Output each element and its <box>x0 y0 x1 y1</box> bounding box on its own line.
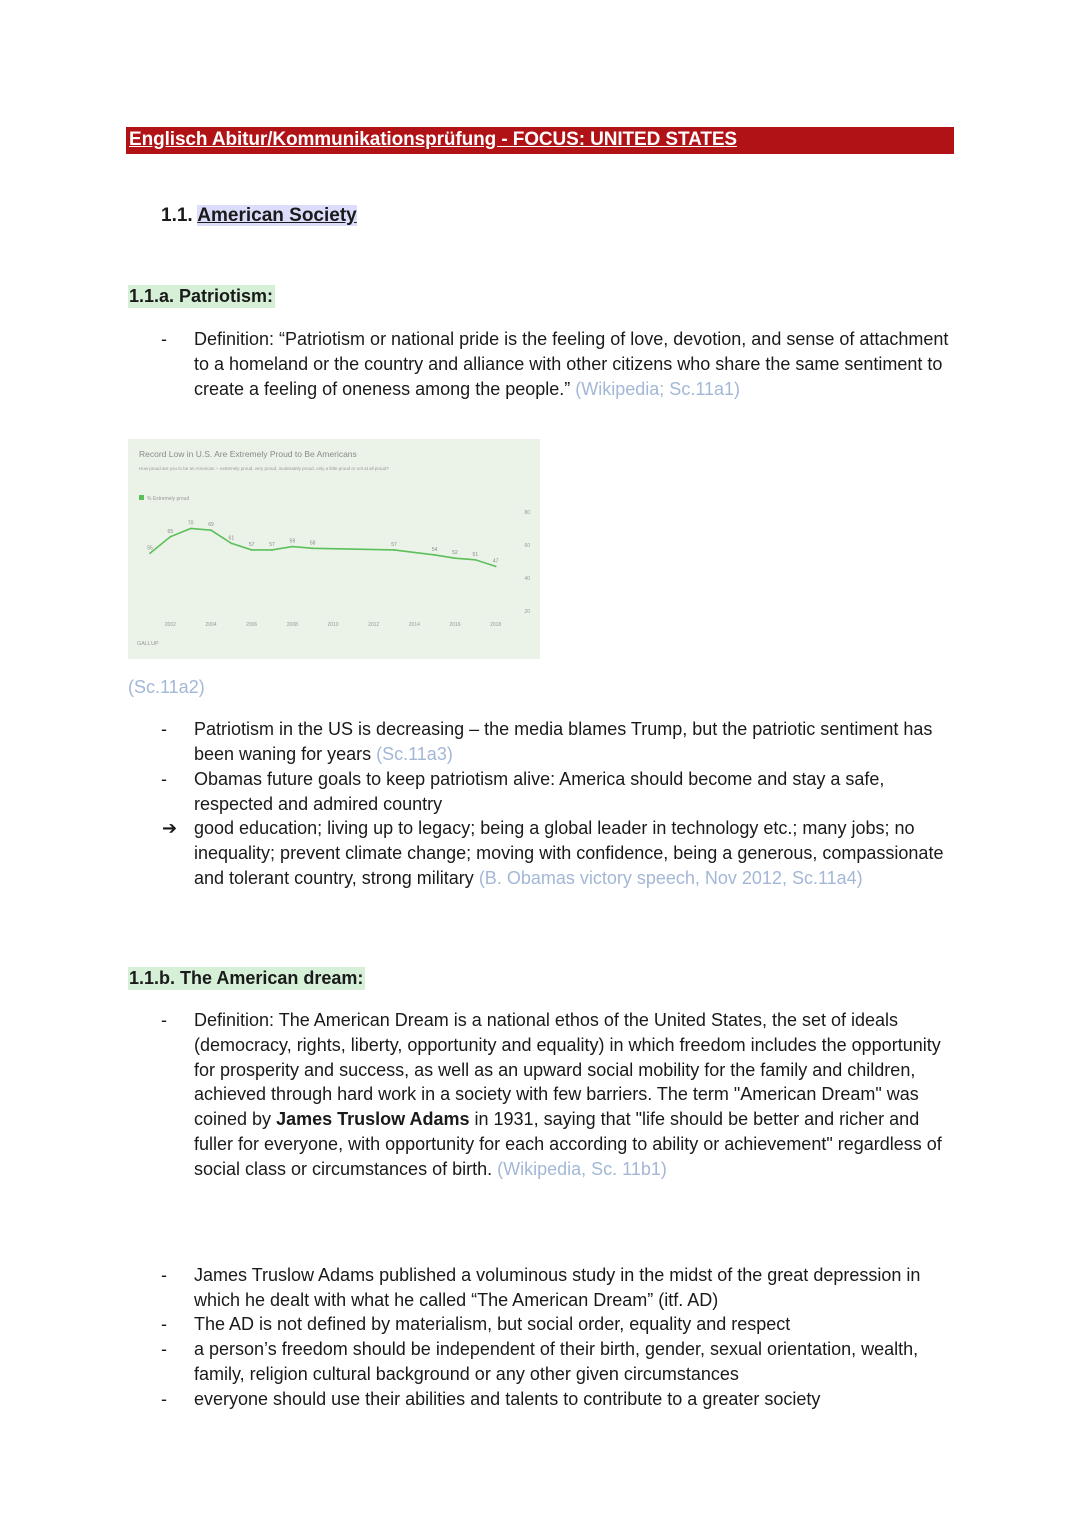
data-point <box>210 529 212 531</box>
chart-subtitle: How proud are you to be an American -- extremely proud, very proud, moderately proud, only a little proud or not at all proud? <box>139 466 389 471</box>
point-text: Patriotism in the US is decreasing – the media blames Trump, but the patriotic sentiment has been waning for years <box>194 719 933 764</box>
point-source: (Sc.11a3) <box>376 743 453 764</box>
chart-source: GALLUP <box>137 641 159 647</box>
data-point <box>454 557 456 559</box>
x-tick-label: 2014 <box>408 622 420 628</box>
x-tick-label: 2002 <box>164 622 176 628</box>
dream-point-4: everyone should use their abilities and talents to contribute to a greater society <box>194 1389 821 1409</box>
bullet-dash: - <box>161 719 167 739</box>
data-label: 59 <box>289 538 296 545</box>
data-point <box>169 536 171 538</box>
x-tick-label: 2006 <box>246 622 258 628</box>
data-label: 55 <box>147 545 153 552</box>
bullet-dash: - <box>161 1389 167 1409</box>
x-tick-label: 2008 <box>286 622 298 628</box>
data-label: 61 <box>228 535 235 542</box>
data-point <box>312 547 314 549</box>
y-tick-label: 40 <box>524 576 530 582</box>
patriotism-heading: 1.1.a. Patriotism: <box>129 286 274 306</box>
chart-title: Record Low in U.S. Are Extremely Proud to Be Americans <box>139 449 357 459</box>
section-number: 1.1. <box>161 205 193 226</box>
data-label: 65 <box>167 528 174 535</box>
definition-name: James Truslow Adams <box>276 1109 470 1130</box>
legend-swatch <box>139 495 144 500</box>
x-tick-label: 2016 <box>449 622 461 628</box>
section-heading <box>161 205 357 227</box>
dream-point-3: a person’s freedom should be independent of their birth, gender, sexual orientation, wealth, family, religion cultural background or any other given circumstances <box>194 1339 919 1384</box>
definition-text: Definition: “Patriotism or national pride is the feeling of love, devotion, and sense of attachment to a homeland or the country and alliance with other citizens who share the same sentiment to create a feeling of oneness among the people.” <box>194 329 949 399</box>
data-label: 52 <box>452 550 458 557</box>
data-label: 57 <box>391 541 397 548</box>
definition-text: Definition: The American Dream is a national ethos of the United States, the set of ideals (democracy, rights, liberty, opportunity and equality) in which freedom includes the opportunity for prosperity and success, as well as an upward social mobility for the family and children, achieved through hard work in a society with few barriers. The term "American Dream" was coined by <box>194 1010 941 1130</box>
goals-source: (B. Obamas victory speech, Nov 2012, Sc.11a4) <box>478 867 863 888</box>
dream-point-2: The AD is not defined by materialism, but social order, equality and respect <box>194 1314 791 1334</box>
data-label: 47 <box>492 558 499 565</box>
chart-caption: (Sc.11a2) <box>128 677 205 697</box>
x-tick-label: 2004 <box>205 622 217 628</box>
patriotism-goals <box>194 816 949 890</box>
y-tick-label: 60 <box>524 543 530 549</box>
bullet-dash: - <box>161 1010 167 1030</box>
data-point <box>251 549 253 551</box>
goals-text: good education; living up to legacy; being a global leader in technology etc.; many jobs; no inequality; prevent climate change; moving with confidence, being a generous, compassionate and tolerant country, strong military <box>194 818 944 888</box>
bullet-dash: - <box>161 769 167 789</box>
data-point <box>149 552 151 554</box>
data-point <box>230 542 232 544</box>
data-label: 70 <box>187 520 194 527</box>
arrow-icon: ➔ <box>162 818 178 838</box>
data-point <box>495 566 497 568</box>
data-point <box>393 549 395 551</box>
data-label: 57 <box>269 541 275 548</box>
bullet-dash: - <box>161 1265 167 1285</box>
dream-point-1: James Truslow Adams published a voluminous study in the midst of the great depression in which he dealt with what he called “The American Dream” (itf. AD) <box>194 1265 921 1310</box>
document-title: Englisch Abitur/Kommunikationsprüfung - FOCUS: UNITED STATES <box>129 129 737 150</box>
data-label: 51 <box>472 551 479 558</box>
definition-source: (Wikipedia, Sc. 11b1) <box>497 1158 667 1179</box>
series-line-extremely-proud <box>150 529 496 567</box>
data-label: 58 <box>309 540 316 547</box>
chart-svg <box>128 439 540 659</box>
data-point <box>190 528 192 530</box>
bullet-dash: - <box>161 1339 167 1359</box>
definition-text-continued: in 1931, saying that "life should be better and richer and fuller for everyone, with opportunity for each according to ability or achievement" regardless of social class or circumstances of birth. <box>194 1109 942 1179</box>
patriotism-point-1 <box>194 717 949 767</box>
american-dream-heading: 1.1.b. The American dream: <box>129 968 364 988</box>
data-point <box>434 554 436 556</box>
definition-source: (Wikipedia; Sc.11a1) <box>575 378 741 399</box>
x-tick-label: 2018 <box>490 622 502 628</box>
data-label: 57 <box>248 541 255 548</box>
bullet-dash: - <box>161 1314 167 1334</box>
x-tick-label: 2010 <box>327 622 339 628</box>
document-header-banner <box>126 127 954 154</box>
data-label: 54 <box>431 546 438 553</box>
point-text: Obamas future goals to keep patriotism alive: America should become and stay a safe, respected and admired country <box>194 769 885 814</box>
y-tick-label: 20 <box>524 609 530 615</box>
legend-label: % Extremely proud <box>147 496 190 502</box>
data-point <box>291 546 293 548</box>
patriotism-point-2 <box>194 767 949 817</box>
american-dream-definition <box>194 1008 952 1182</box>
x-tick-label: 2012 <box>368 622 380 628</box>
bullet-dash: - <box>161 329 167 349</box>
patriotism-definition <box>194 327 949 401</box>
section-title: American Society <box>197 205 357 226</box>
y-tick-label: 80 <box>524 510 530 516</box>
data-point <box>474 559 476 561</box>
data-label: 69 <box>208 522 214 529</box>
patriotism-chart <box>128 439 540 659</box>
data-point <box>271 549 273 551</box>
